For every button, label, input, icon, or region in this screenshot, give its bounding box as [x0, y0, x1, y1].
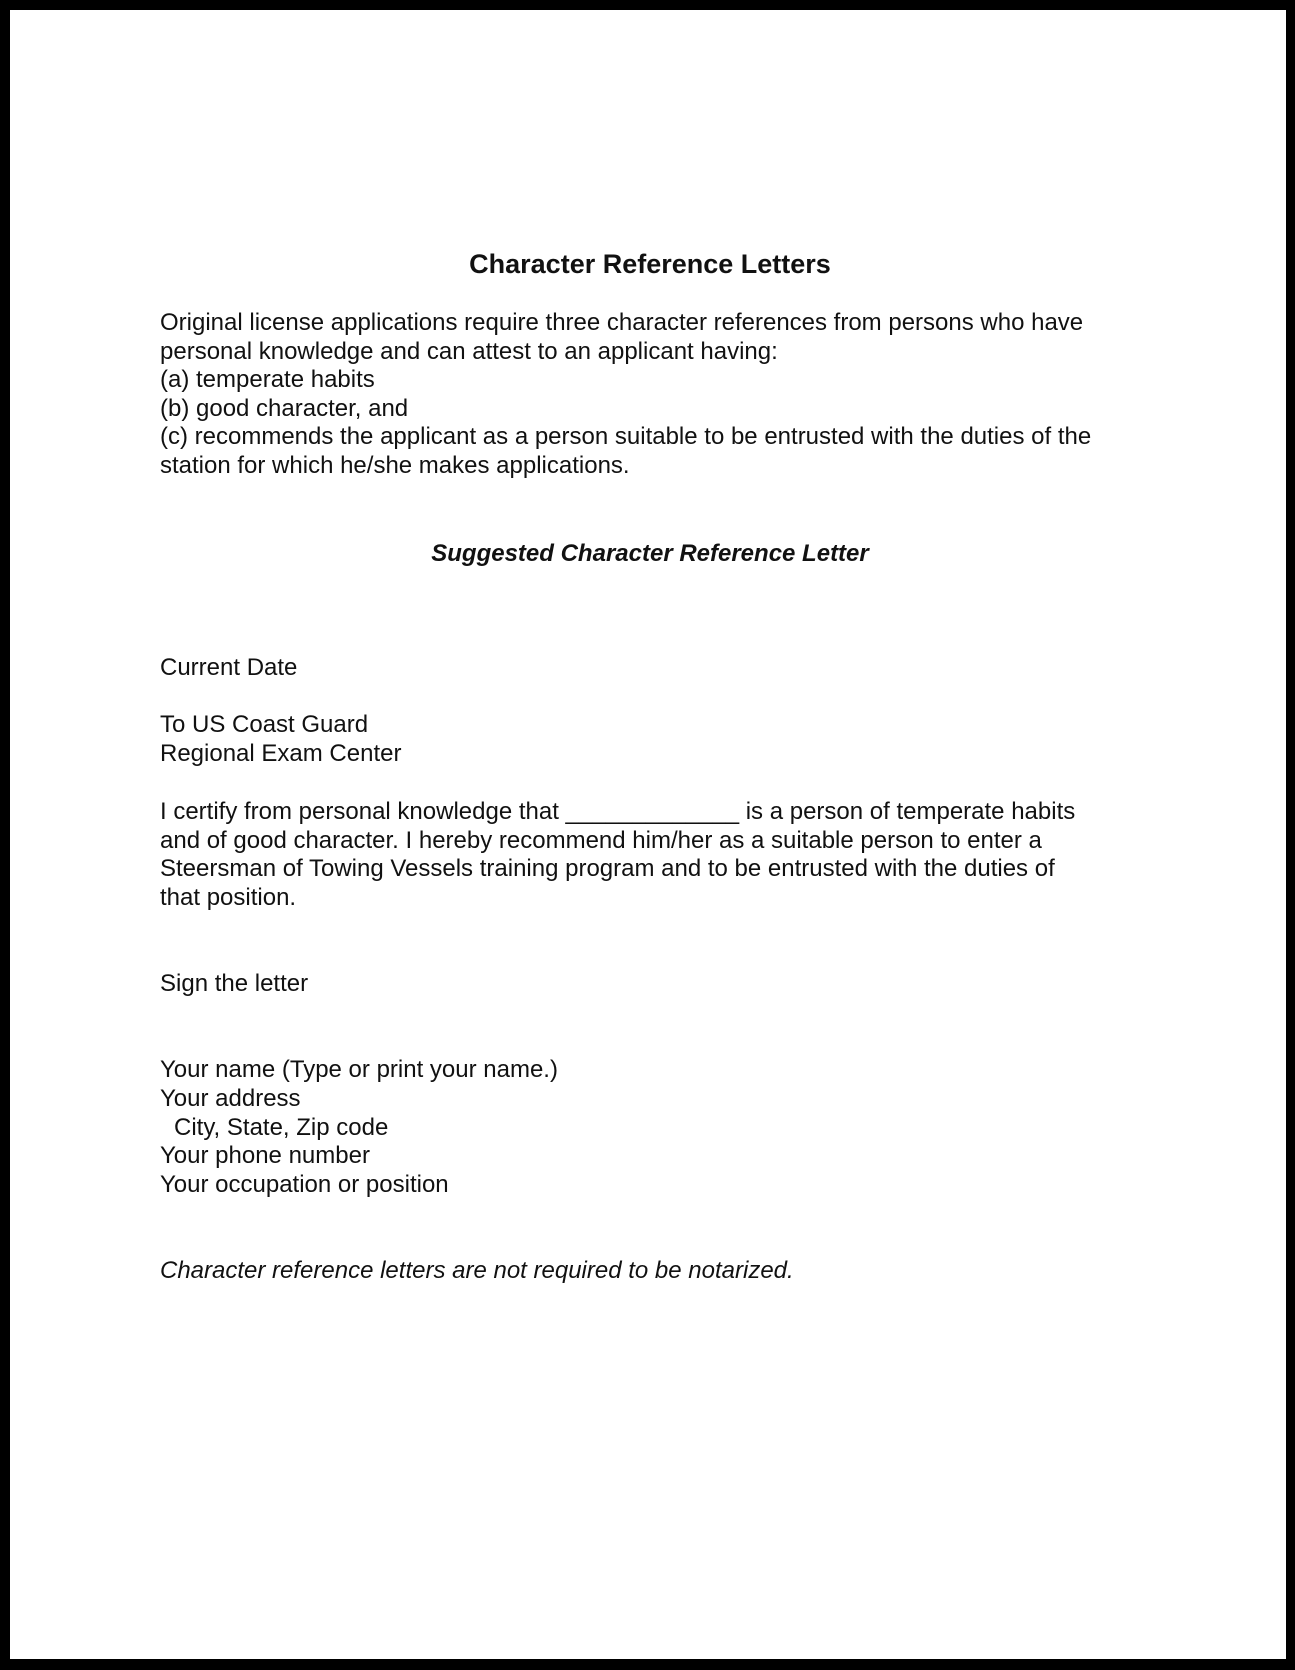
letter-body-line: Steersman of Towing Vessels training program and to be entrusted with the duties of — [160, 855, 1055, 882]
recipient-line: Regional Exam Center — [160, 740, 402, 767]
intro-item-c: (c) recommends the applicant as a person suitable to be entrusted with the duties of the — [160, 423, 1092, 450]
letter-date: Current Date — [160, 654, 298, 681]
signature-line-city: City, State, Zip code — [174, 1113, 389, 1141]
page-title: Character Reference Letters — [469, 249, 831, 279]
intro-item-a: (a) temperate habits — [160, 366, 375, 393]
signature-line-name: Your name (Type or print your name.) — [160, 1056, 558, 1083]
intro-line: station for which he/she makes applications. — [160, 451, 630, 479]
signature-line-occupation: Your occupation or position — [160, 1171, 449, 1198]
section-subtitle: Suggested Character Reference Letter — [431, 540, 869, 567]
footnote: Character reference letters are not required to be notarized. — [160, 1257, 794, 1284]
signature-line-phone: Your phone number — [160, 1142, 370, 1169]
sign-instruction: Sign the letter — [160, 970, 309, 997]
recipient-line: To US Coast Guard — [160, 711, 369, 738]
intro-line: Original license applications require three character references from persons who have — [160, 309, 1084, 336]
intro-item-b: (b) good character, and — [160, 394, 409, 422]
intro-line: personal knowledge and can attest to an applicant having: — [160, 337, 778, 365]
letter-body-line: that position. — [160, 883, 297, 911]
letter-body-line: I certify from personal knowledge that _____________ is a person of temperate habits — [160, 798, 1076, 825]
letter-body-line: and of good character. I hereby recommend him/her as a suitable person to enter a — [160, 826, 1042, 854]
signature-line-address: Your address — [160, 1085, 301, 1112]
